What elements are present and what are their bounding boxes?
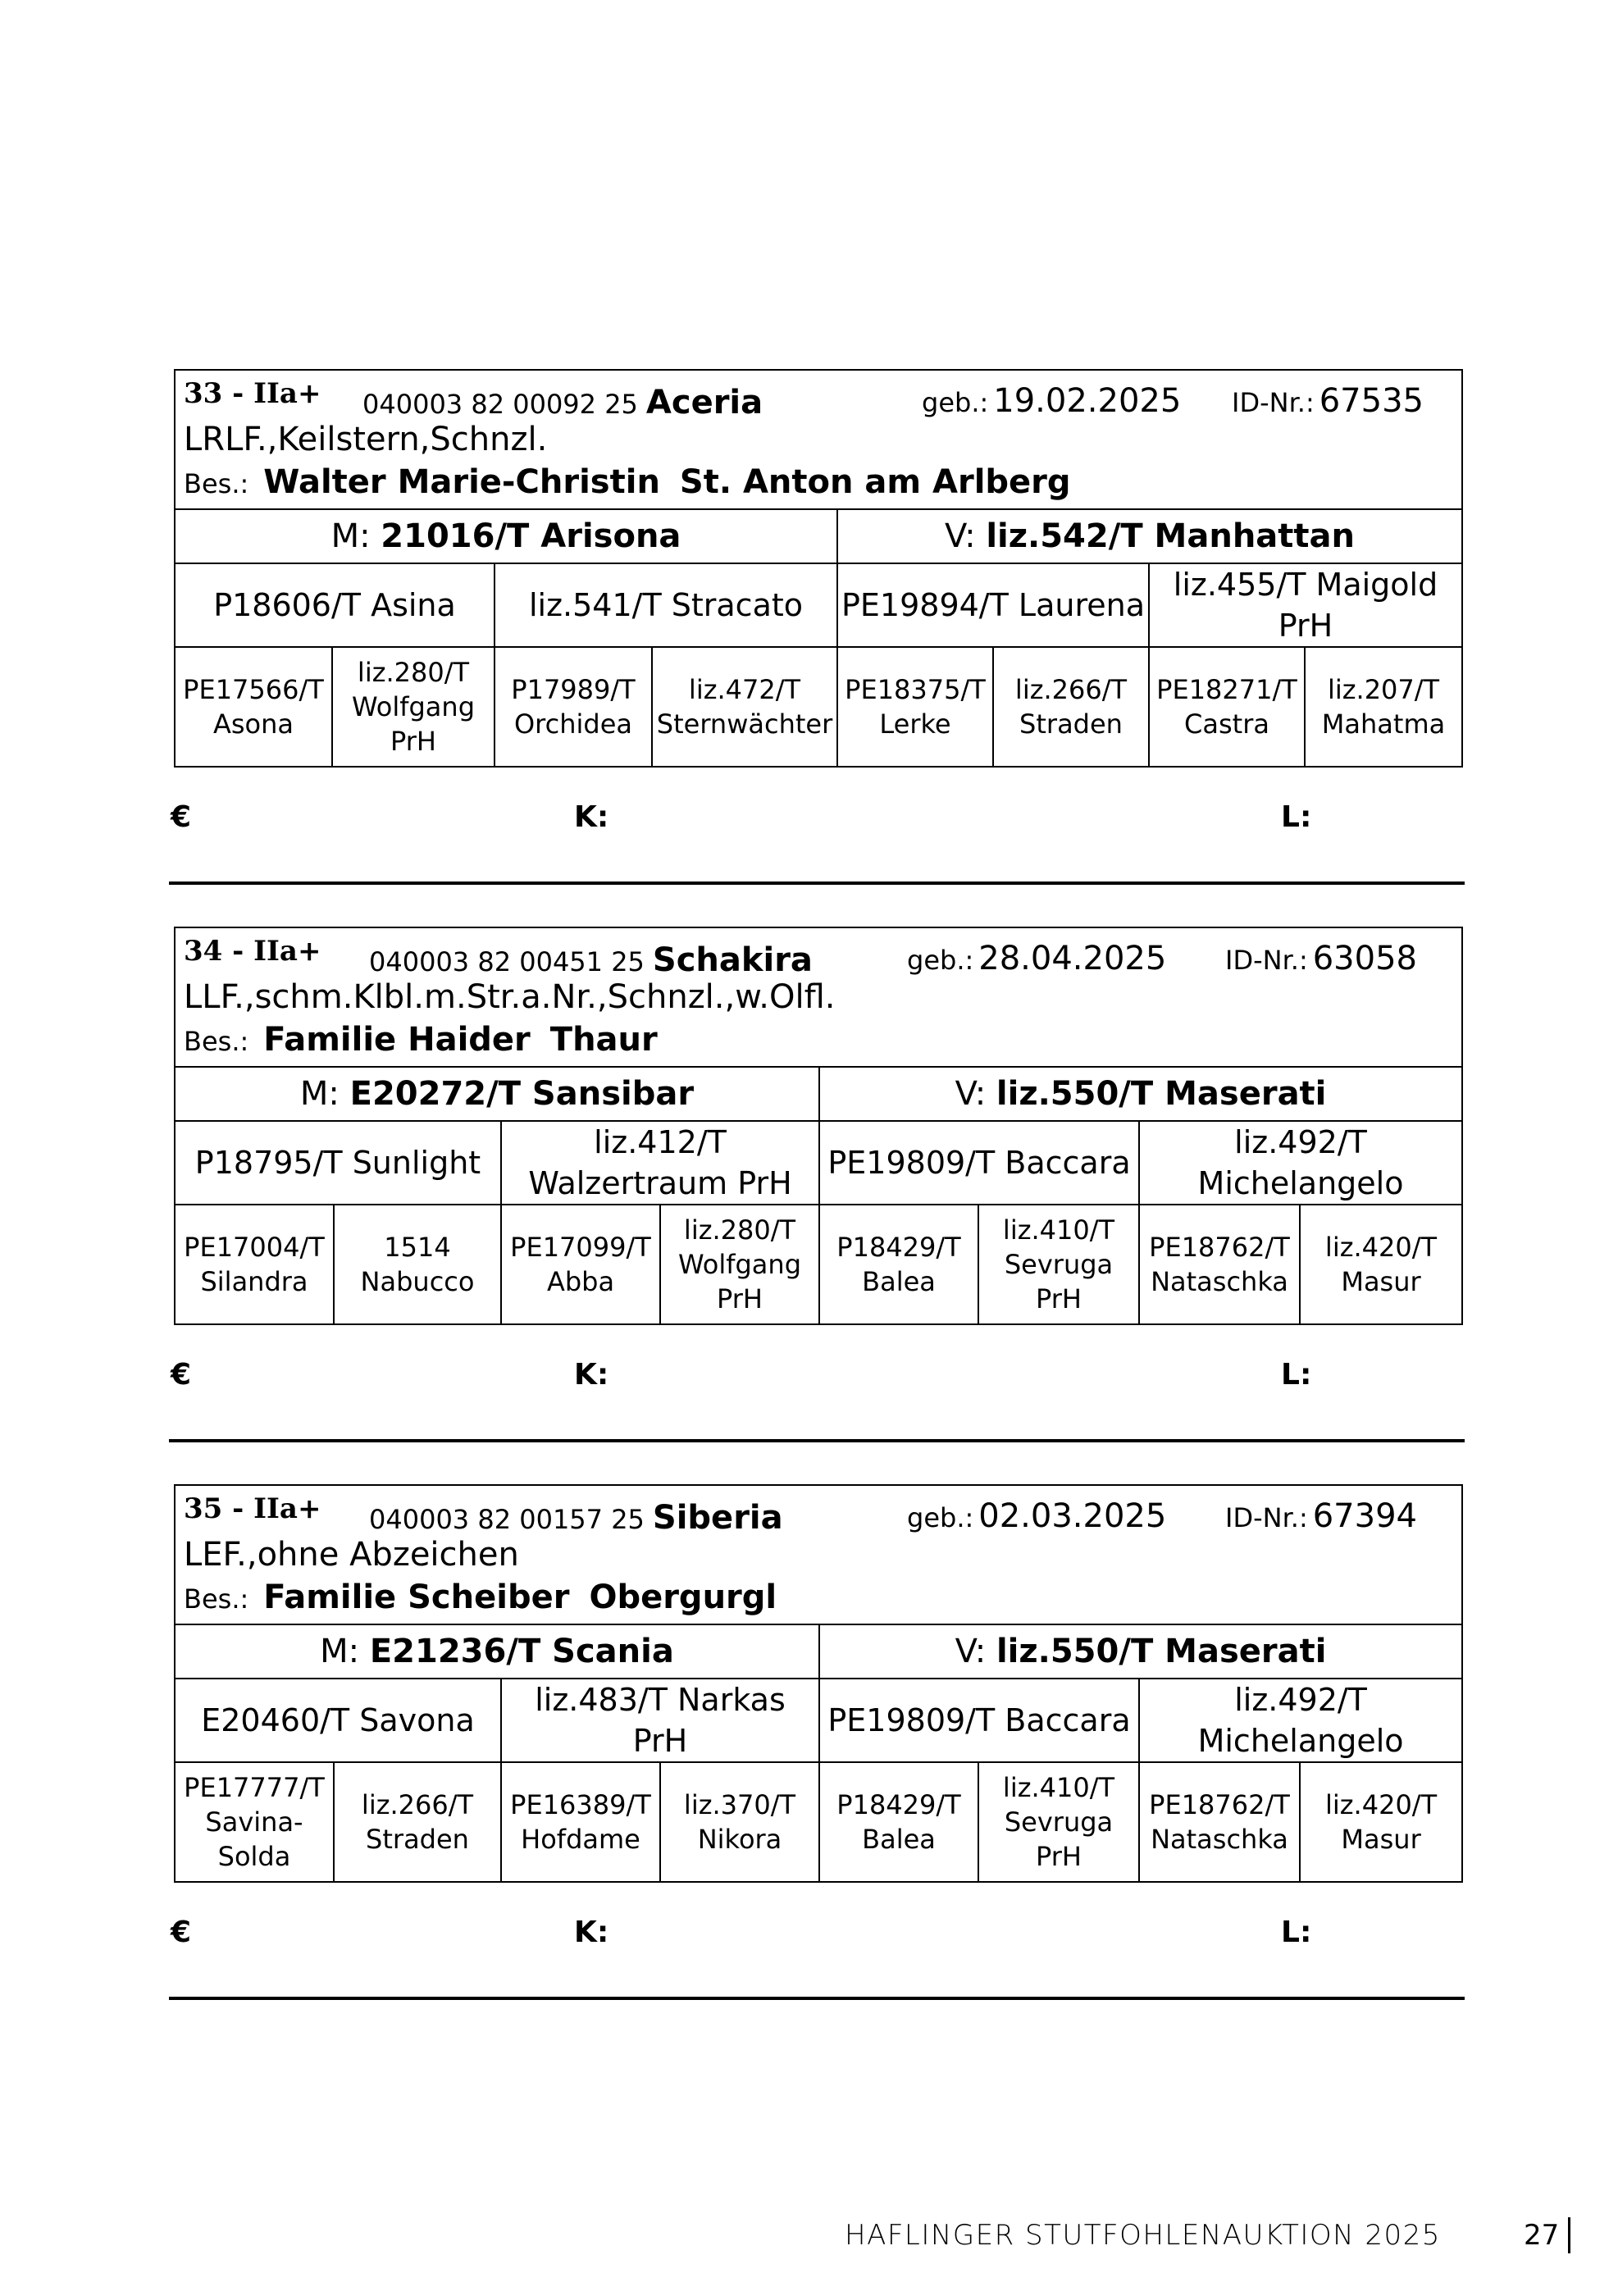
lot-number: 34 - IIa+ <box>184 935 321 968</box>
entry-header <box>175 370 1462 509</box>
entry-divider <box>169 882 1465 885</box>
dam-name: E21236/T Scania <box>369 1633 674 1670</box>
price-row <box>171 1916 1461 1968</box>
page-bar <box>1568 2217 1570 2253</box>
grandparent-cell: E20460/T Savona <box>175 1679 501 1762</box>
lot-entry-34 <box>171 927 1461 1410</box>
dam-cell: M: 21016/T Arisona <box>175 509 837 563</box>
markings: LLF.,schm.Klbl.m.Str.a.Nr.,Schnzl.,w.Olfl. <box>184 978 836 1016</box>
great-grandparent-cell: liz.410/T Sevruga PrH <box>978 1205 1139 1324</box>
great-grandparent-cell: PE18375/T Lerke <box>837 647 993 767</box>
id-number: 67394 <box>1312 1497 1417 1535</box>
great-grandparent-cell: 1514 Nabucco <box>334 1205 501 1324</box>
great-grandparent-cell: PE17566/T Asona <box>175 647 332 767</box>
ueln: 040003 82 00451 25 <box>369 946 645 977</box>
foal-name: Siberia <box>652 1499 783 1537</box>
birth-label: geb.: <box>907 1502 974 1533</box>
great-grandparent-cell: PE17777/T Savina-Solda <box>175 1762 334 1882</box>
owner-place: Obergurgl <box>589 1578 777 1616</box>
id-number: 67535 <box>1319 382 1424 420</box>
euro-label: € <box>171 1358 192 1392</box>
ueln: 040003 82 00157 25 <box>369 1504 645 1535</box>
euro-label: € <box>171 1916 192 1949</box>
sire-cell: V: liz.550/T Maserati <box>819 1067 1462 1121</box>
grandparent-cell: liz.455/T Maigold PrH <box>1149 563 1462 647</box>
lot-entry-35 <box>171 1484 1461 1968</box>
great-grandparent-cell: PE18762/T Nataschka <box>1139 1205 1300 1324</box>
foal-name: Aceria <box>645 384 763 421</box>
owner-name: Familie Haider <box>263 1021 531 1059</box>
dam-cell: M: E21236/T Scania <box>175 1624 819 1679</box>
great-grandparent-cell: liz.280/T Wolfgang PrH <box>660 1205 819 1324</box>
buyer-label: K: <box>574 1916 609 1949</box>
great-grandparent-cell: liz.266/T Straden <box>993 647 1149 767</box>
entry-header <box>175 927 1462 1067</box>
grandparent-cell: liz.492/T Michelangelo <box>1139 1679 1462 1762</box>
l-label: L: <box>1281 1358 1312 1392</box>
birth-label: geb.: <box>907 945 974 976</box>
buyer-label: K: <box>574 800 609 834</box>
sire-name: liz.542/T Manhattan <box>986 517 1355 555</box>
markings: LEF.,ohne Abzeichen <box>184 1536 519 1574</box>
grandparent-cell: liz.412/T Walzertraum PrH <box>501 1121 819 1205</box>
great-grandparent-cell: liz.370/T Nikora <box>660 1762 819 1882</box>
grandparent-cell: PE19809/T Baccara <box>819 1679 1139 1762</box>
id-number: 63058 <box>1312 940 1417 977</box>
dam-name: E20272/T Sansibar <box>349 1075 695 1113</box>
l-label: L: <box>1281 1916 1312 1949</box>
great-grandparent-cell: liz.266/T Straden <box>334 1762 501 1882</box>
euro-label: € <box>171 800 192 834</box>
lot-number: 35 - IIa+ <box>184 1492 321 1525</box>
owner-name: Walter Marie-Christin <box>263 463 660 501</box>
grandparent-cell: P18606/T Asina <box>175 563 495 647</box>
footer-title: HAFLINGER STUTFOHLENAUKTION 2025 <box>845 2219 1441 2252</box>
owner-label: Bes.: <box>184 1583 249 1615</box>
grandparent-cell: liz.492/T Michelangelo <box>1139 1121 1462 1205</box>
owner-place: Thaur <box>549 1021 658 1059</box>
great-grandparent-cell: P18429/T Balea <box>819 1762 978 1882</box>
pedigree-table <box>174 927 1463 1325</box>
birth-label: geb.: <box>922 387 989 418</box>
owner-name: Familie Scheiber <box>263 1578 570 1616</box>
grandparent-cell: liz.483/T Narkas PrH <box>501 1679 819 1762</box>
lot-number: 33 - IIa+ <box>184 377 321 410</box>
grandparent-cell: liz.541/T Stracato <box>495 563 837 647</box>
grandparent-cell: P18795/T Sunlight <box>175 1121 501 1205</box>
great-grandparent-cell: PE18762/T Nataschka <box>1139 1762 1300 1882</box>
dam-cell: M: E20272/T Sansibar <box>175 1067 819 1121</box>
great-grandparent-cell: P17989/T Orchidea <box>495 647 652 767</box>
grandparent-cell: PE19894/T Laurena <box>837 563 1149 647</box>
id-label: ID-Nr.: <box>1225 945 1308 976</box>
price-row <box>171 1358 1461 1410</box>
l-label: L: <box>1281 800 1312 834</box>
birth-date: 28.04.2025 <box>978 940 1167 977</box>
pedigree-table <box>174 369 1463 768</box>
birth-date: 02.03.2025 <box>978 1497 1167 1535</box>
sire-name: liz.550/T Maserati <box>996 1075 1327 1113</box>
buyer-label: K: <box>574 1358 609 1392</box>
birth-date: 19.02.2025 <box>993 382 1182 420</box>
pedigree-table <box>174 1484 1463 1883</box>
owner-place: St. Anton am Arlberg <box>679 463 1071 501</box>
id-label: ID-Nr.: <box>1225 1502 1308 1533</box>
great-grandparent-cell: PE17099/T Abba <box>501 1205 660 1324</box>
great-grandparent-cell: liz.207/T Mahatma <box>1305 647 1462 767</box>
great-grandparent-cell: PE17004/T Silandra <box>175 1205 334 1324</box>
price-row <box>171 800 1461 853</box>
great-grandparent-cell: liz.410/T Sevruga PrH <box>978 1762 1139 1882</box>
sire-cell: V: liz.542/T Manhattan <box>837 509 1462 563</box>
id-label: ID-Nr.: <box>1232 387 1315 418</box>
great-grandparent-cell: liz.472/T Sternwächter <box>652 647 837 767</box>
markings: LRLF.,Keilstern,Schnzl. <box>184 421 548 458</box>
lot-entry-33 <box>171 369 1461 853</box>
foal-name: Schakira <box>652 941 813 979</box>
great-grandparent-cell: liz.280/T Wolfgang PrH <box>332 647 495 767</box>
grandparent-cell: PE19809/T Baccara <box>819 1121 1139 1205</box>
sire-name: liz.550/T Maserati <box>996 1633 1327 1670</box>
great-grandparent-cell: P18429/T Balea <box>819 1205 978 1324</box>
ueln: 040003 82 00092 25 <box>362 389 638 420</box>
great-grandparent-cell: liz.420/T Masur <box>1300 1762 1462 1882</box>
entry-header <box>175 1485 1462 1624</box>
page-number: 27 <box>1524 2219 1560 2252</box>
entry-divider <box>169 1997 1465 2000</box>
great-grandparent-cell: PE16389/T Hofdame <box>501 1762 660 1882</box>
great-grandparent-cell: liz.420/T Masur <box>1300 1205 1462 1324</box>
great-grandparent-cell: PE18271/T Castra <box>1149 647 1305 767</box>
dam-name: 21016/T Arisona <box>381 517 681 555</box>
owner-label: Bes.: <box>184 468 249 499</box>
owner-label: Bes.: <box>184 1026 249 1057</box>
entry-divider <box>169 1439 1465 1442</box>
sire-cell: V: liz.550/T Maserati <box>819 1624 1462 1679</box>
